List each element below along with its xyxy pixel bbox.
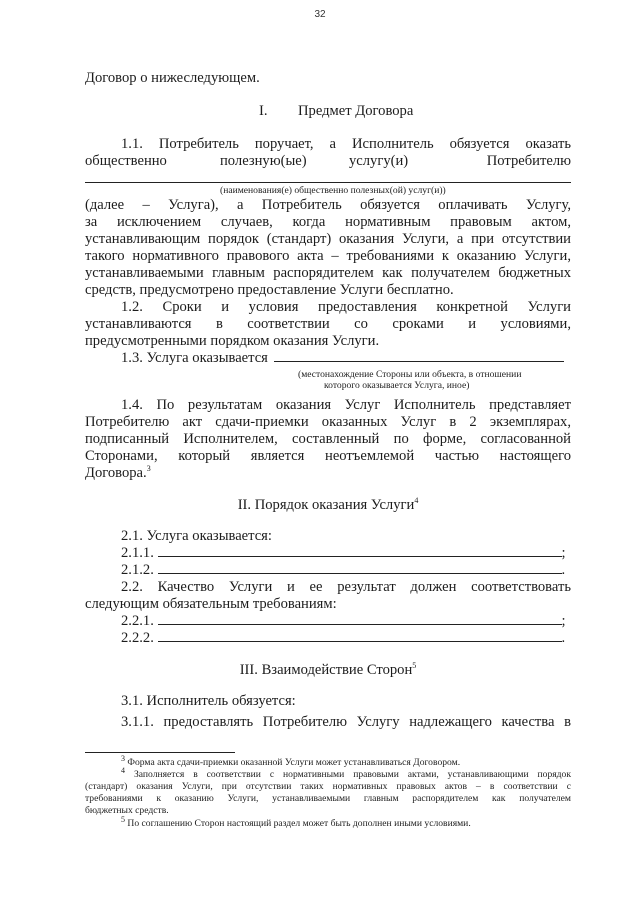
footnote-5-number: 5	[121, 814, 125, 824]
footnote-4-text-1: Заполняется в соответствии с нормативными правовыми актами, устанавливающими порядок	[133, 769, 571, 780]
word-service: услугу(и)	[349, 153, 409, 169]
footnote-3	[85, 753, 571, 769]
clause-1-4-line-3: подписанный Исполнителем, составленный по форме, согласованной	[85, 431, 571, 447]
semicolon: ;	[561, 613, 566, 629]
section-3-title: III. Взаимодействие Сторон	[239, 662, 413, 678]
clause-2-2-2-label: 2.2.2.	[121, 630, 154, 646]
section-2-heading	[85, 497, 571, 514]
clause-1-1-line-8: средств, предусмотрено предоставление Услуги бесплатно.	[85, 282, 454, 298]
clause-2-1-2	[85, 562, 571, 579]
clause-1-2-line-2: устанавливаются в соответствии со сроками и условиями,	[85, 316, 571, 332]
clause-1-1-line-1: 1.1. Потребитель поручает, а Исполнитель обязуется оказать	[121, 136, 571, 152]
service-place-caption-1: (местонахождение Стороны или объекта, в отношении	[298, 369, 522, 380]
clause-1-1-line-3: (далее – Услуга), а Потребитель обязуется оплачивать Услугу,	[85, 197, 571, 213]
clause-1-3	[85, 350, 571, 367]
footnote-4-number: 4	[121, 765, 125, 775]
clause-2-2-2-field[interactable]	[158, 630, 562, 642]
clause-1-4-last-word: Договора.	[85, 465, 147, 481]
footnote-separator	[85, 752, 235, 753]
clause-1-4-line-4: Сторонами, который является неотъемлемой частью настоящего	[85, 448, 571, 464]
word-public: общественно	[85, 153, 167, 169]
footnote-5-text: По соглашению Сторон настоящий раздел может быть дополнен иными условиями.	[127, 818, 471, 829]
service-name-field[interactable]	[85, 182, 571, 183]
clause-1-4-line-5	[85, 465, 571, 482]
clause-2-1-2-label: 2.1.2.	[121, 562, 154, 578]
section-3-heading	[85, 662, 571, 679]
clause-2-2-line-2: следующим обязательным требованиям:	[85, 596, 337, 612]
clause-1-1-line-7: устанавливаемыми главным распорядителем как получателем бюджетных	[85, 265, 571, 281]
section-1-title: Предмет Договора	[298, 103, 414, 119]
word-consumer: Потребителю	[486, 153, 571, 169]
clause-2-1-1-label: 2.1.1.	[121, 545, 154, 561]
clause-1-4-line-1: 1.4. По результатам оказания Услуг Исполнитель представляет	[121, 397, 571, 413]
clause-1-2-line-3: предусмотренными порядком оказания Услуги.	[85, 333, 380, 349]
clause-1-1-line-6: такого нормативного правового акта – требованиями к оказанию Услуги,	[85, 248, 571, 264]
clause-2-2-2	[85, 630, 571, 647]
footnote-ref-4[interactable]: 4	[414, 496, 419, 506]
service-place-field[interactable]	[274, 350, 564, 362]
clause-1-1-line-5: устанавливающим порядок (стандарт) оказания Услуги, а при отсутствии	[85, 231, 571, 247]
service-place-caption-2: которого оказывается Услуга, иное)	[324, 380, 470, 391]
footnote-4-line-4: бюджетных средств.	[85, 805, 169, 816]
page-number: 32	[314, 9, 326, 20]
period: .	[561, 562, 566, 578]
period: .	[561, 630, 566, 646]
clause-2-1-2-field[interactable]	[158, 562, 562, 574]
footnote-3-text: Форма акта сдачи-приемки оказанной Услуги может устанавливаться Договором.	[127, 757, 461, 768]
footnote-4-line-2: (стандарт) оказания Услуги, при отсутствии таких нормативных правовых актов – в соответствии с	[85, 781, 571, 792]
section-2-title: II. Порядок оказания Услуги	[237, 497, 415, 513]
clause-3-1-1: 3.1.1. предоставлять Потребителю Услугу надлежащего качества в	[121, 714, 571, 730]
clause-2-1-1	[85, 545, 571, 562]
clause-2-2-1	[85, 613, 571, 630]
word-useful: полезную(ые)	[220, 153, 307, 169]
intro-text: Договор о нижеследующем.	[85, 70, 260, 86]
footnote-ref-5[interactable]: 5	[412, 661, 417, 671]
clause-2-1-1-field[interactable]	[158, 545, 562, 557]
clause-1-3-text: 1.3. Услуга оказывается	[121, 350, 268, 366]
footnote-4-line-3: требованиями к оказанию Услуги, устанавливаемыми главным распорядителем как получателем	[85, 793, 571, 804]
section-1-number: I.	[259, 103, 268, 119]
footnote-4-line-1	[85, 765, 571, 781]
clause-1-4-line-2: Потребителю акт сдачи-приемки оказанных Услуг в 2 экземплярах,	[85, 414, 571, 430]
clause-2-1: 2.1. Услуга оказывается:	[121, 528, 272, 544]
semicolon: ;	[561, 545, 566, 561]
clause-1-1-line-4: за исключением случаев, когда нормативным правовым актом,	[85, 214, 571, 230]
clause-2-2-1-field[interactable]	[158, 613, 562, 625]
footnote-ref-3[interactable]: 3	[146, 464, 151, 474]
clause-2-2-1-label: 2.2.1.	[121, 613, 154, 629]
clause-3-1: 3.1. Исполнитель обязуется:	[121, 693, 296, 709]
clause-2-2-line-1: 2.2. Качество Услуги и ее результат должен соответствовать	[121, 579, 571, 595]
footnote-5	[85, 814, 571, 830]
footnote-3-number: 3	[121, 753, 125, 763]
service-name-caption: (наименования(е) общественно полезных(ой) услуг(и))	[220, 185, 446, 196]
clause-1-2-line-1: 1.2. Сроки и условия предоставления конкретной Услуги	[121, 299, 571, 315]
